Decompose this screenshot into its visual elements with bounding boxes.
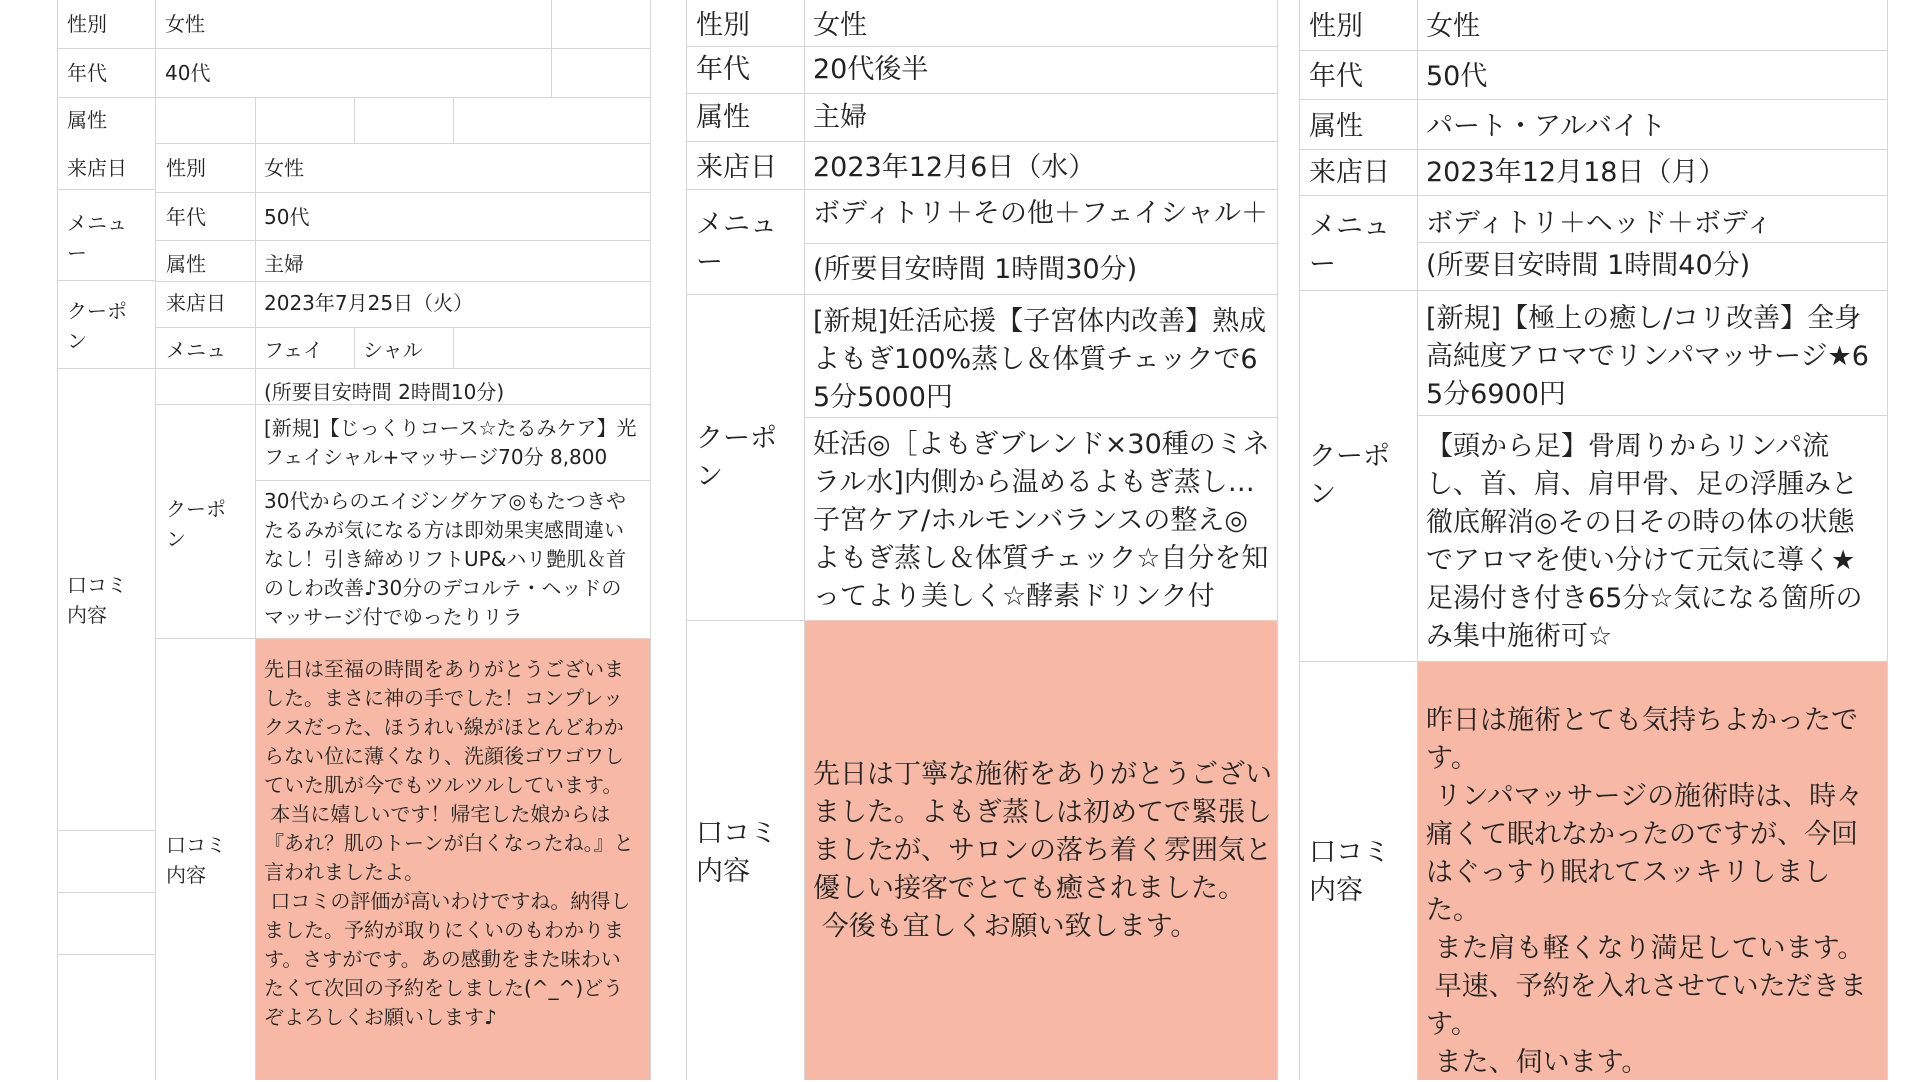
review-panel-2 (686, 0, 1280, 1080)
menu-value: ボディトリ＋ヘッド＋ボディ (1426, 208, 1773, 239)
gender-value: 女性 (1426, 11, 1480, 42)
attr-label: 属性 (696, 102, 750, 133)
visit-value: 2023年7月25日（火） (264, 291, 474, 315)
duration: (所要目安時間 2時間10分) (264, 380, 505, 404)
review-panel-1 (0, 0, 660, 1080)
age-value: 50代 (1426, 61, 1488, 92)
gender-value: 女性 (165, 12, 205, 36)
gender-label: 性別 (67, 12, 107, 36)
gender-label: 性別 (1309, 11, 1363, 42)
menu-value: フェイ (264, 338, 323, 362)
age-label: 年代 (67, 61, 107, 85)
attr-value: 主婦 (813, 102, 867, 133)
age-value: 20代後半 (813, 54, 929, 85)
attr-label: 属性 (1309, 111, 1363, 142)
coupon-title: [新規]【じっくりコース☆たるみケア】光フェイシャル+マッサージ70分 8,800 (264, 416, 637, 469)
attr-label: 属性 (166, 252, 206, 276)
coupon-label: クーポン (1309, 441, 1390, 510)
review-text: 先日は至福の時間をありがとうございました。まさに神の手でした！コンプレックスだった、ほうれい線がほとんどわからない位に薄くなり、洗顔後ゴワゴワしていた肌が今でもツルツルしています。 本当に嬉しいです！帰宅した娘からは『あれ？肌のトーンが白くなったね。』と言われましたよ。 口コミの評価が高いわけですね。納得しました。予約が取りにくいのもわかります。さすがです。あの感動をまた味わいたくて次回の予約をしました(^_^)どうぞよろしくお願いします♪ (264, 657, 634, 1029)
review-text: 先日は丁寧な施術をありがとうございました。よもぎ蒸しは初めてで緊張しましたが、サロンの落ち着く雰囲気と優しい接客でとても癒されました。 今後も宜しくお願い致します。 (813, 759, 1272, 942)
age-label: 年代 (696, 54, 750, 85)
coupon-description: 【頭から足】骨周りからリンパ流し、首、肩、肩甲骨、足の浮腫みと徹底解消◎その日その時の体の状態でアロマを使い分けて元気に導く★足湯付き付き65分☆気になる箇所のみ集中施術可☆ (1426, 431, 1863, 652)
menu-label: メニュー (1309, 211, 1390, 280)
visit-label: 来店日 (696, 152, 777, 183)
review-label: 口コミ内容 (166, 833, 226, 887)
attr-value: パート・アルバイト (1426, 111, 1667, 142)
gender-value: 女性 (264, 156, 304, 180)
review-label: 口コミ内容 (1309, 837, 1390, 906)
duration: (所要目安時間 1時間30分) (813, 254, 1138, 285)
coupon-title: [新規]妊活応援【子宮体内改善】熟成よもぎ100%蒸し＆体質チェックで65分5000円 (813, 306, 1267, 413)
visit-value: 2023年12月18日（月） (1426, 157, 1726, 188)
menu-value: シャル (363, 338, 423, 362)
coupon-description: 妊活◎［よもぎブレンド×30種のミネラル水]内側から温めるよもぎ蒸し…子宮ケア/ホルモンバランスの整え◎よもぎ蒸し＆体質チェック☆自分を知ってより美しく☆酵素ドリンク付 (813, 429, 1270, 612)
coupon-label: クーポン (696, 423, 777, 492)
visit-label: 来店日 (1309, 157, 1390, 188)
gender-value: 女性 (813, 10, 867, 41)
coupon-description: 30代からのエイジングケア◎もたつきやたるみが気になる方は即効果実感間違いなし！引き締めリフトUP&ハリ艶肌＆首のしわ改善♪30分のデコルテ・ヘッドのマッサージ付でゆったりリラ (264, 489, 627, 629)
duration: (所要目安時間 1時間40分) (1426, 250, 1751, 281)
coupon-label: クーポン (67, 299, 127, 353)
menu-label: メニュー (67, 211, 127, 265)
review-label: 口コミ内容 (67, 573, 127, 627)
age-label: 年代 (1309, 61, 1363, 92)
review-text: 昨日は施術とても気持ちよかったです。 リンパマッサージの施術時は、時々痛くて眠れなかったのですが、今回はぐっすり眠れてスッキリしました。 また肩も軽くなり満足しています。 早速、予約を入れさせていただきます。 また、伺います。 (1426, 705, 1867, 1078)
coupon-title: [新規]【極上の癒し/コリ改善】全身高純度アロマでリンパマッサージ★65分6900円 (1426, 303, 1869, 410)
review-panel-3 (1299, 0, 1889, 1080)
attr-label: 属性 (67, 108, 107, 132)
age-label: 年代 (166, 205, 206, 229)
attr-value: 主婦 (264, 252, 304, 276)
menu-value: ボディトリ＋その他＋フェイシャル＋ (813, 198, 1268, 229)
age-value: 50代 (264, 205, 310, 229)
gender-label: 性別 (166, 156, 206, 180)
visit-label: 来店日 (166, 291, 226, 315)
review-label: 口コミ内容 (696, 818, 777, 887)
gender-label: 性別 (696, 10, 750, 41)
visit-value: 2023年12月6日（水） (813, 152, 1096, 183)
menu-label: メニュー (696, 209, 777, 278)
visit-label: 来店日 (67, 156, 127, 180)
age-value: 40代 (165, 61, 211, 85)
coupon-label: クーポン (166, 497, 226, 551)
menu-label: メニュ (166, 338, 226, 362)
